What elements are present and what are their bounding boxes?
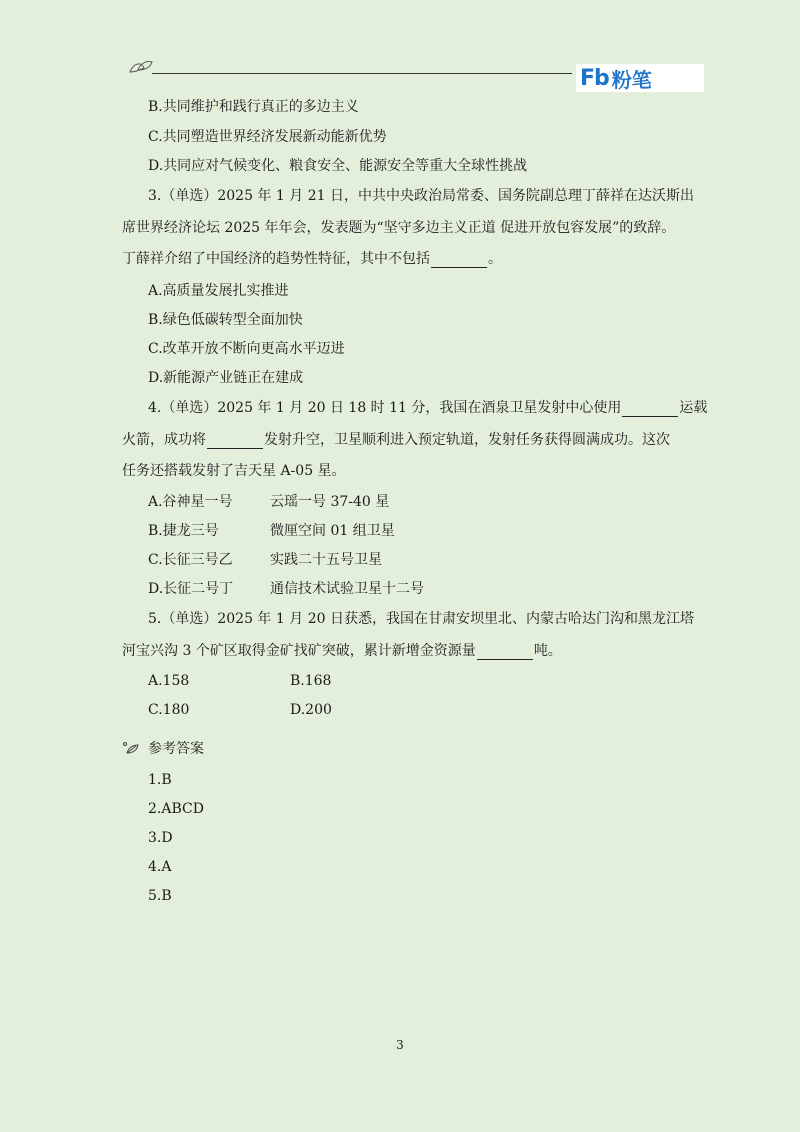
- page-number: 3: [396, 1038, 404, 1052]
- logo-text: 粉笔: [611, 67, 652, 92]
- q4-stem-line3: 任务还搭载发射了吉天星 A-05 星。: [122, 463, 346, 479]
- q4-stem-line2: 火箭，成功将 发射升空，卫星顺利进入预定轨道，发射任务获得圆满成功。这次: [122, 432, 670, 448]
- q4-option-b-value: 微厘空间 01 组卫星: [270, 523, 395, 539]
- q2-option-c: C.共同塑造世界经济发展新动能新优势: [148, 129, 387, 145]
- q4-option-b-label: B.捷龙三号: [148, 523, 219, 539]
- q3-stem-line3: 丁薛祥介绍了中国经济的趋势性特征，其中不包括 。: [122, 251, 502, 267]
- answers-heading: [122, 738, 204, 758]
- q5-option-d: D.200: [290, 702, 332, 718]
- answer-blank: [431, 253, 487, 268]
- answer-blank: [207, 434, 263, 449]
- leaf-bullet-icon: [122, 740, 140, 756]
- logo-mark: Fb: [580, 65, 609, 91]
- answer-blank: [477, 645, 533, 660]
- q3-option-b: B.绿色低碳转型全面加快: [148, 312, 303, 328]
- answer-item-3: 3.D: [148, 830, 173, 846]
- q4-option-c-value: 实践二十五号卫星: [270, 552, 382, 568]
- q4-option-d-value: 通信技术试验卫星十二号: [270, 581, 424, 597]
- q3-stem-line1: 3.（单选）2025 年 1 月 21 日，中共中央政治局常委、国务院副总理丁薛祥在达沃斯出: [148, 188, 694, 204]
- answer-item-2: 2.ABCD: [148, 801, 204, 817]
- leaf-icon: [128, 58, 154, 78]
- answer-item-4: 4.A: [148, 859, 172, 875]
- q2-option-b: B.共同维护和践行真正的多边主义: [148, 99, 359, 115]
- answer-item-5: 5.B: [148, 888, 172, 904]
- header-divider: [152, 73, 572, 74]
- q4-option-a-label: A.谷神星一号: [148, 494, 233, 510]
- q4-option-c-label: C.长征三号乙: [148, 552, 233, 568]
- brand-logo: [576, 64, 704, 92]
- q3-option-a: A.高质量发展扎实推进: [148, 283, 289, 299]
- answer-item-1: 1.B: [148, 772, 172, 788]
- answer-blank: [622, 402, 678, 417]
- q5-option-a: A.158: [148, 673, 190, 689]
- q3-option-d: D.新能源产业链正在建成: [148, 370, 304, 386]
- q4-option-d-label: D.长征二号丁: [148, 581, 234, 597]
- q3-option-c: C.改革开放不断向更高水平迈进: [148, 341, 345, 357]
- q4-option-a-value: 云瑶一号 37-40 星: [270, 494, 390, 510]
- q5-stem-line2: 河宝兴沟 3 个矿区取得金矿找矿突破，累计新增金资源量 吨。: [122, 643, 562, 659]
- answers-title: 参考答案: [148, 741, 204, 757]
- q5-option-b: B.168: [290, 673, 332, 689]
- q3-stem-line2: 席世界经济论坛 2025 年年会，发表题为“坚守多边主义正道 促进开放包容发展”的致辞。: [122, 220, 676, 236]
- q4-stem-line1: 4.（单选）2025 年 1 月 20 日 18 时 11 分，我国在酒泉卫星发射中心使用 运载: [148, 400, 708, 416]
- q5-option-c: C.180: [148, 702, 190, 718]
- q5-stem-line1: 5.（单选）2025 年 1 月 20 日获悉，我国在甘肃安坝里北、内蒙古哈达门沟和黑龙江塔: [148, 611, 694, 627]
- q2-option-d: D.共同应对气候变化、粮食安全、能源安全等重大全球性挑战: [148, 158, 528, 174]
